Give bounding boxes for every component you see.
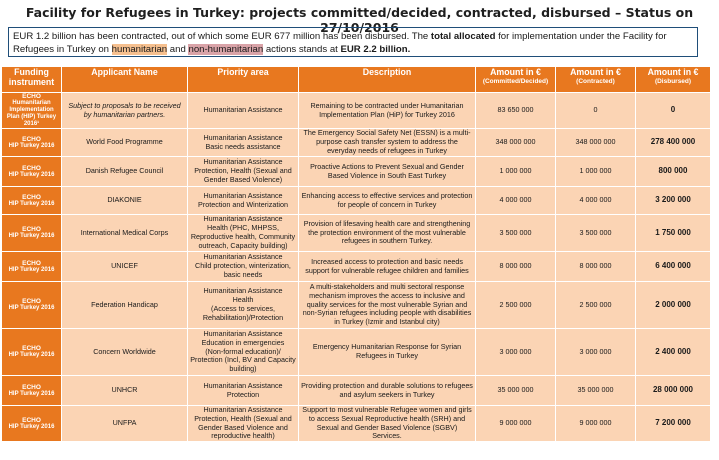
funding-instrument-cell [2,329,62,376]
amount-disbursed-cell: 278 400 000 [636,129,711,157]
applicant-cell: International Medical Corps [62,215,188,252]
amount-committed-cell: 348 000 000 [476,129,556,157]
priority-cell: Humanitarian Assistance Protection, Health (Sexual and Gender Based Violence and reproductive health) [188,406,299,442]
summary-box [8,27,698,57]
instrument-detail: Humanitarian Implementation Plan (HIP) Turkey 2016¹ [6,100,57,127]
description-cell: Provision of lifesaving health care and strengthening the protection environment of the most vulnerable refugees in southern Turkey. [299,215,476,252]
applicant-cell: Concern Worldwide [62,329,188,376]
instrument-detail: HIP Turkey 2016 [8,200,55,207]
instrument-name: ECHO [22,164,41,172]
amount-committed-cell: 3 000 000 [476,329,556,376]
instrument-name: ECHO [22,193,41,201]
priority-cell: Humanitarian Assistance Education in emergencies (Non-formal education)/ Protection (Incl, BV and Capacity building) [188,329,299,376]
amount-disbursed-cell: 1 750 000 [636,215,711,252]
amount-committed-cell: 9 000 000 [476,406,556,442]
instrument-name: ECHO [22,383,41,391]
instrument-name: ECHO [22,416,41,424]
table-row [2,215,711,252]
applicant-cell: UNFPA [62,406,188,442]
amount-committed-cell: 35 000 000 [476,376,556,406]
funding-instrument-cell [2,406,62,442]
instrument-name: ECHO [22,226,41,233]
applicant-cell: World Food Programme [62,129,188,157]
summary-text-4: actions stands at [263,44,341,55]
instrument-detail: HIP Turkey 2016 [8,423,55,430]
applicant-cell: UNICEF [62,252,188,282]
table-row [2,406,711,442]
projects-table [1,66,711,442]
instrument-detail: HIP Turkey 2016 [8,352,55,358]
priority-cell: Humanitarian Assistance Protection and Winterization [188,187,299,215]
header-funding-instrument: Funding instrument [2,67,62,93]
amount-contracted-cell: 348 000 000 [556,129,636,157]
amount-contracted-cell: 9 000 000 [556,406,636,442]
header-amount-committed [476,67,556,93]
description-cell: Enhancing access to effective services and protection for people of concern in Turkey [299,187,476,215]
funding-instrument-cell [2,187,62,215]
amount-disbursed-cell: 28 000 000 [636,376,711,406]
instrument-name: ECHO [22,93,41,100]
applicant-cell: Federation Handicap [62,282,188,329]
header-amount-disbursed [636,67,711,93]
amount-disbursed-cell: 2 000 000 [636,282,711,329]
summary-text-1: EUR 1.2 billion has been contracted, out of which some EUR 677 million has been disbursed. The [13,31,431,42]
header-amount-contracted-label: Amount in € [570,67,621,77]
amount-contracted-cell: 35 000 000 [556,376,636,406]
header-amount-disbursed-sub: (Disbursed) [654,78,692,85]
amount-committed-cell: 83 650 000 [476,93,556,129]
description-cell: A multi-stakeholders and multi sectoral response mechanism improves the access to inclusive and quality services for the most vulnerable Syrian and non-Syrian refugees including people with disabilities in Turkey (Izmir and Istanbul city) [299,282,476,329]
amount-committed-cell: 4 000 000 [476,187,556,215]
amount-committed-cell: 2 500 000 [476,282,556,329]
header-description: Description [299,67,476,93]
amount-disbursed-cell: 0 [636,93,711,129]
instrument-name: ECHO [22,135,41,143]
priority-cell: Humanitarian Assistance Health (Access to services, Rehabilitation)/Protection [188,282,299,329]
priority-cell: Humanitarian Assistance Child protection, winterization, basic needs [188,252,299,282]
header-applicant-name: Applicant Name [62,67,188,93]
instrument-detail: HIP Turkey 2016 [8,233,55,239]
amount-committed-cell: 1 000 000 [476,157,556,187]
table-row [2,252,711,282]
funding-instrument-cell [2,252,62,282]
funding-instrument-cell [2,282,62,329]
applicant-cell: Subject to proposals to be received by humanitarian partners. [62,93,188,129]
summary-total-amount: EUR 2.2 billion. [340,44,411,55]
description-cell: Proactive Actions to Prevent Sexual and Gender Based Violence in South East Turkey [299,157,476,187]
humanitarian-highlight: humanitarian [111,44,168,55]
summary-text-3: and [167,44,189,55]
priority-cell: Humanitarian Assistance Protection [188,376,299,406]
table-row [2,129,711,157]
instrument-detail: HIP Turkey 2016 [8,305,55,311]
header-amount-committed-sub: (Committed/Decided) [482,78,549,85]
description-cell: Support to most vulnerable Refugee women and girls to access Sexual Reproductive health (SRH) and Sexual and Gender Based Violence (SGBV) Services. [299,406,476,442]
description-cell: Emergency Humanitarian Response for Syrian Refugees in Turkey [299,329,476,376]
priority-cell: Humanitarian Assistance [188,93,299,129]
funding-instrument-cell [2,93,62,129]
description-cell: Remaining to be contracted under Humanitarian Implementation Plan (HiP) for Turkey 2016 [299,93,476,129]
instrument-detail: HIP Turkey 2016 [8,142,55,149]
priority-cell: Humanitarian Assistance Basic needs assistance [188,129,299,157]
instrument-name: ECHO [22,259,41,267]
funding-instrument-cell [2,129,62,157]
amount-contracted-cell: 3 500 000 [556,215,636,252]
funding-instrument-cell [2,157,62,187]
header-priority-area: Priority area [188,67,299,93]
amount-contracted-cell: 0 [556,93,636,129]
amount-contracted-cell: 4 000 000 [556,187,636,215]
summary-total-label: total allocated [430,31,496,42]
summary-text-2: for implementation under the Facility for Refugees in Turkey on [13,31,667,55]
priority-cell: Humanitarian Assistance Protection, Health (Sexual and Gender Based Violence) [188,157,299,187]
description-cell: The Emergency Social Safety Net (ESSN) is a multi-purpose cash transfer system to address the everyday needs of refugees in Turkey [299,129,476,157]
table-body [2,93,711,442]
header-amount-committed-label: Amount in € [490,67,541,77]
funding-instrument-cell [2,215,62,252]
table-row [2,187,711,215]
amount-contracted-cell: 1 000 000 [556,157,636,187]
non-humanitarian-highlight: non-humanitarian [188,44,264,55]
description-cell: Increased access to protection and basic needs support for vulnerable refugee children and families [299,252,476,282]
instrument-detail: HIP Turkey 2016 [8,390,55,397]
priority-cell: Humanitarian Assistance Health (PHC, MHPSS, Reproductive health, Community outreach, Capacity building) [188,215,299,252]
applicant-cell: DIAKONIE [62,187,188,215]
amount-committed-cell: 8 000 000 [476,252,556,282]
page-title: Facility for Refugees in Turkey: projects committed/decided, contracted, disbursed – Status on 27/10/2016 [25,5,694,35]
table-row [2,282,711,329]
header-amount-disbursed-label: Amount in € [647,67,699,77]
amount-disbursed-cell: 2 400 000 [636,329,711,376]
amount-contracted-cell: 3 000 000 [556,329,636,376]
amount-disbursed-cell: 3 200 000 [636,187,711,215]
instrument-name: ECHO [22,298,41,305]
amount-committed-cell: 3 500 000 [476,215,556,252]
amount-contracted-cell: 8 000 000 [556,252,636,282]
description-cell: Providing protection and durable solutions to refugees and asylum seekers in Turkey [299,376,476,406]
table-row [2,157,711,187]
header-amount-contracted-sub: (Contracted) [576,78,615,85]
applicant-cell: Danish Refugee Council [62,157,188,187]
amount-contracted-cell: 2 500 000 [556,282,636,329]
amount-disbursed-cell: 6 400 000 [636,252,711,282]
instrument-detail: HIP Turkey 2016 [8,266,55,273]
table-row [2,329,711,376]
applicant-cell: UNHCR [62,376,188,406]
header-amount-contracted [556,67,636,93]
table-row [2,376,711,406]
amount-disbursed-cell: 800 000 [636,157,711,187]
funding-instrument-cell [2,376,62,406]
table-header-row [2,67,711,93]
instrument-detail: HIP Turkey 2016 [8,171,55,178]
amount-disbursed-cell: 7 200 000 [636,406,711,442]
table-row [2,93,711,129]
instrument-name: ECHO [22,345,41,352]
